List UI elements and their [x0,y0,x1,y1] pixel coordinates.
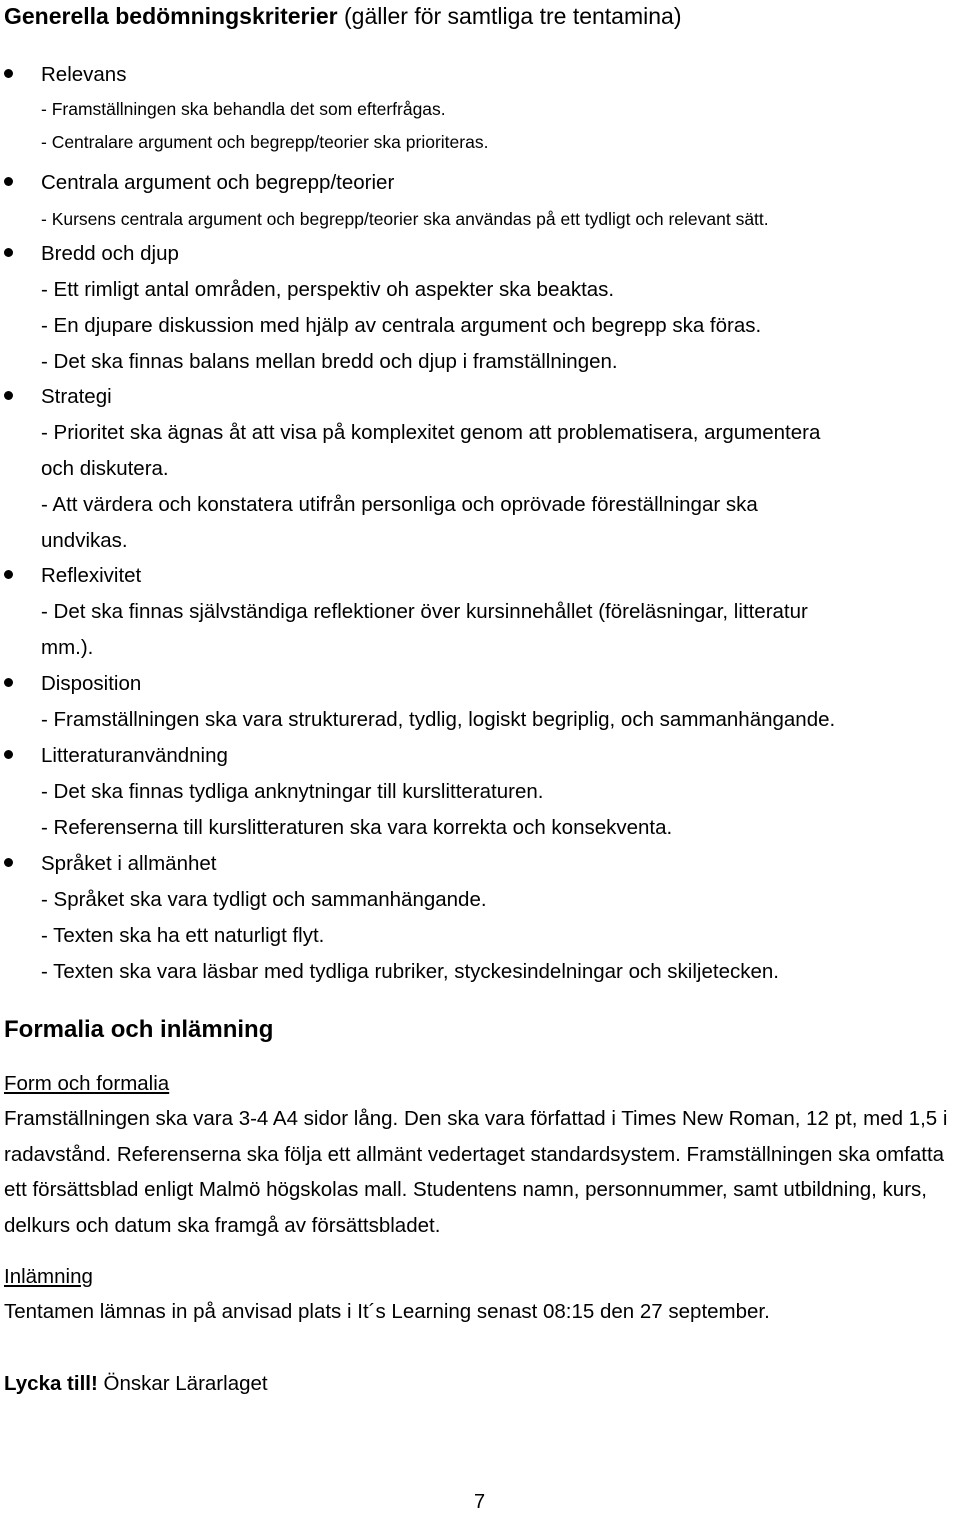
bullet-icon [4,678,13,687]
criterion-disposition [0,666,960,738]
criterion-line: - Språket ska vara tydligt och sammanhängande. [41,888,487,911]
form-paragraph: Framställningen ska vara 3-4 A4 sidor lång. Den ska vara författad i Times New Roman, 12 pt, med 1,5 i radavstånd. Referenserna ska följa ett allmänt vedertaget standardsystem. Framställningen ska omfatta ett försättsblad enligt Malmö högskolas mall. Studentens namn, personnummer, samt utbildning, kurs, delkurs och datum ska framgå av försättsbladet. [4,1107,948,1237]
criterion-line: - Centralare argument och begrepp/teorier ska prioriteras. [41,132,489,152]
criterion-heading: Reflexivitet [41,564,142,587]
criterion-line: - Att värdera och konstatera utifrån personliga och oprövade föreställningar ska [41,493,758,516]
criterion-bredd-och-djup [0,236,960,379]
submission-paragraph: Tentamen lämnas in på anvisad plats i It´s Learning senast 08:15 den 27 september. [4,1300,770,1323]
closing-line [4,1366,268,1402]
bullet-icon [4,391,13,400]
closing-bold: Lycka till! [4,1372,98,1395]
criterion-line: - Det ska finnas självständiga reflektioner över kursinnehållet (föreläsningar, litteratur [41,600,808,623]
bullet-icon [4,248,13,257]
submission-heading: Inlämning [4,1265,93,1288]
page-title [4,0,681,32]
criterion-heading: Relevans [41,63,127,86]
criterion-line: - Texten ska ha ett naturligt flyt. [41,924,325,947]
criterion-heading: Språket i allmänhet [41,852,217,875]
criterion-heading: Litteraturanvändning [41,744,228,767]
criterion-line: undvikas. [41,529,128,552]
form-heading: Form och formalia [4,1072,170,1095]
criterion-line: - Framställningen ska behandla det som efterfrågas. [41,99,446,119]
bullet-icon [4,570,13,579]
closing-rest: Önskar Lärarlaget [97,1372,268,1395]
criterion-heading: Bredd och djup [41,242,179,265]
criterion-line: - Framställningen ska vara strukturerad, tydlig, logiskt begriplig, och sammanhängande. [41,708,836,731]
criterion-spraket [0,846,960,990]
criterion-heading: Strategi [41,385,112,408]
criterion-line: - Det ska finnas tydliga anknytningar till kurslitteraturen. [41,780,544,803]
bullet-icon [4,177,13,186]
title-rest: (gäller för samtliga tre tentamina) [337,3,682,29]
criterion-centrala-argument [0,165,960,236]
criterion-strategi [0,379,960,558]
criterion-line: - Ett rimligt antal områden, perspektiv oh aspekter ska beaktas. [41,278,615,301]
criterion-line: - Referenserna till kurslitteraturen ska vara korrekta och konsekventa. [41,816,673,839]
criterion-line: - Det ska finnas balans mellan bredd och djup i framställningen. [41,350,618,373]
criterion-line: mm.). [41,636,94,659]
bullet-icon [4,69,13,78]
criterion-relevans [0,57,960,165]
section-title-formalia: Formalia och inlämning [4,1016,274,1043]
criterion-line: - Prioritet ska ägnas åt att visa på komplexitet genom att problematisera, argumentera [41,421,821,444]
criterion-litteraturanvandning [0,738,960,846]
bullet-icon [4,750,13,759]
bullet-icon [4,858,13,867]
criteria-list [0,57,960,990]
criterion-line: - En djupare diskussion med hjälp av centrala argument och begrepp ska föras. [41,314,762,337]
criterion-reflexivitet [0,558,960,666]
criterion-heading: Centrala argument och begrepp/teorier [41,171,395,194]
criterion-heading: Disposition [41,672,142,695]
criterion-line: - Kursens centrala argument och begrepp/teorier ska användas på ett tydligt och relevant sätt. [41,209,769,229]
criterion-line: och diskutera. [41,457,169,480]
page-number: 7 [474,1491,486,1513]
criterion-line: - Texten ska vara läsbar med tydliga rubriker, styckesindelningar och skiljetecken. [41,960,779,983]
title-bold: Generella bedömningskriterier [4,3,338,29]
